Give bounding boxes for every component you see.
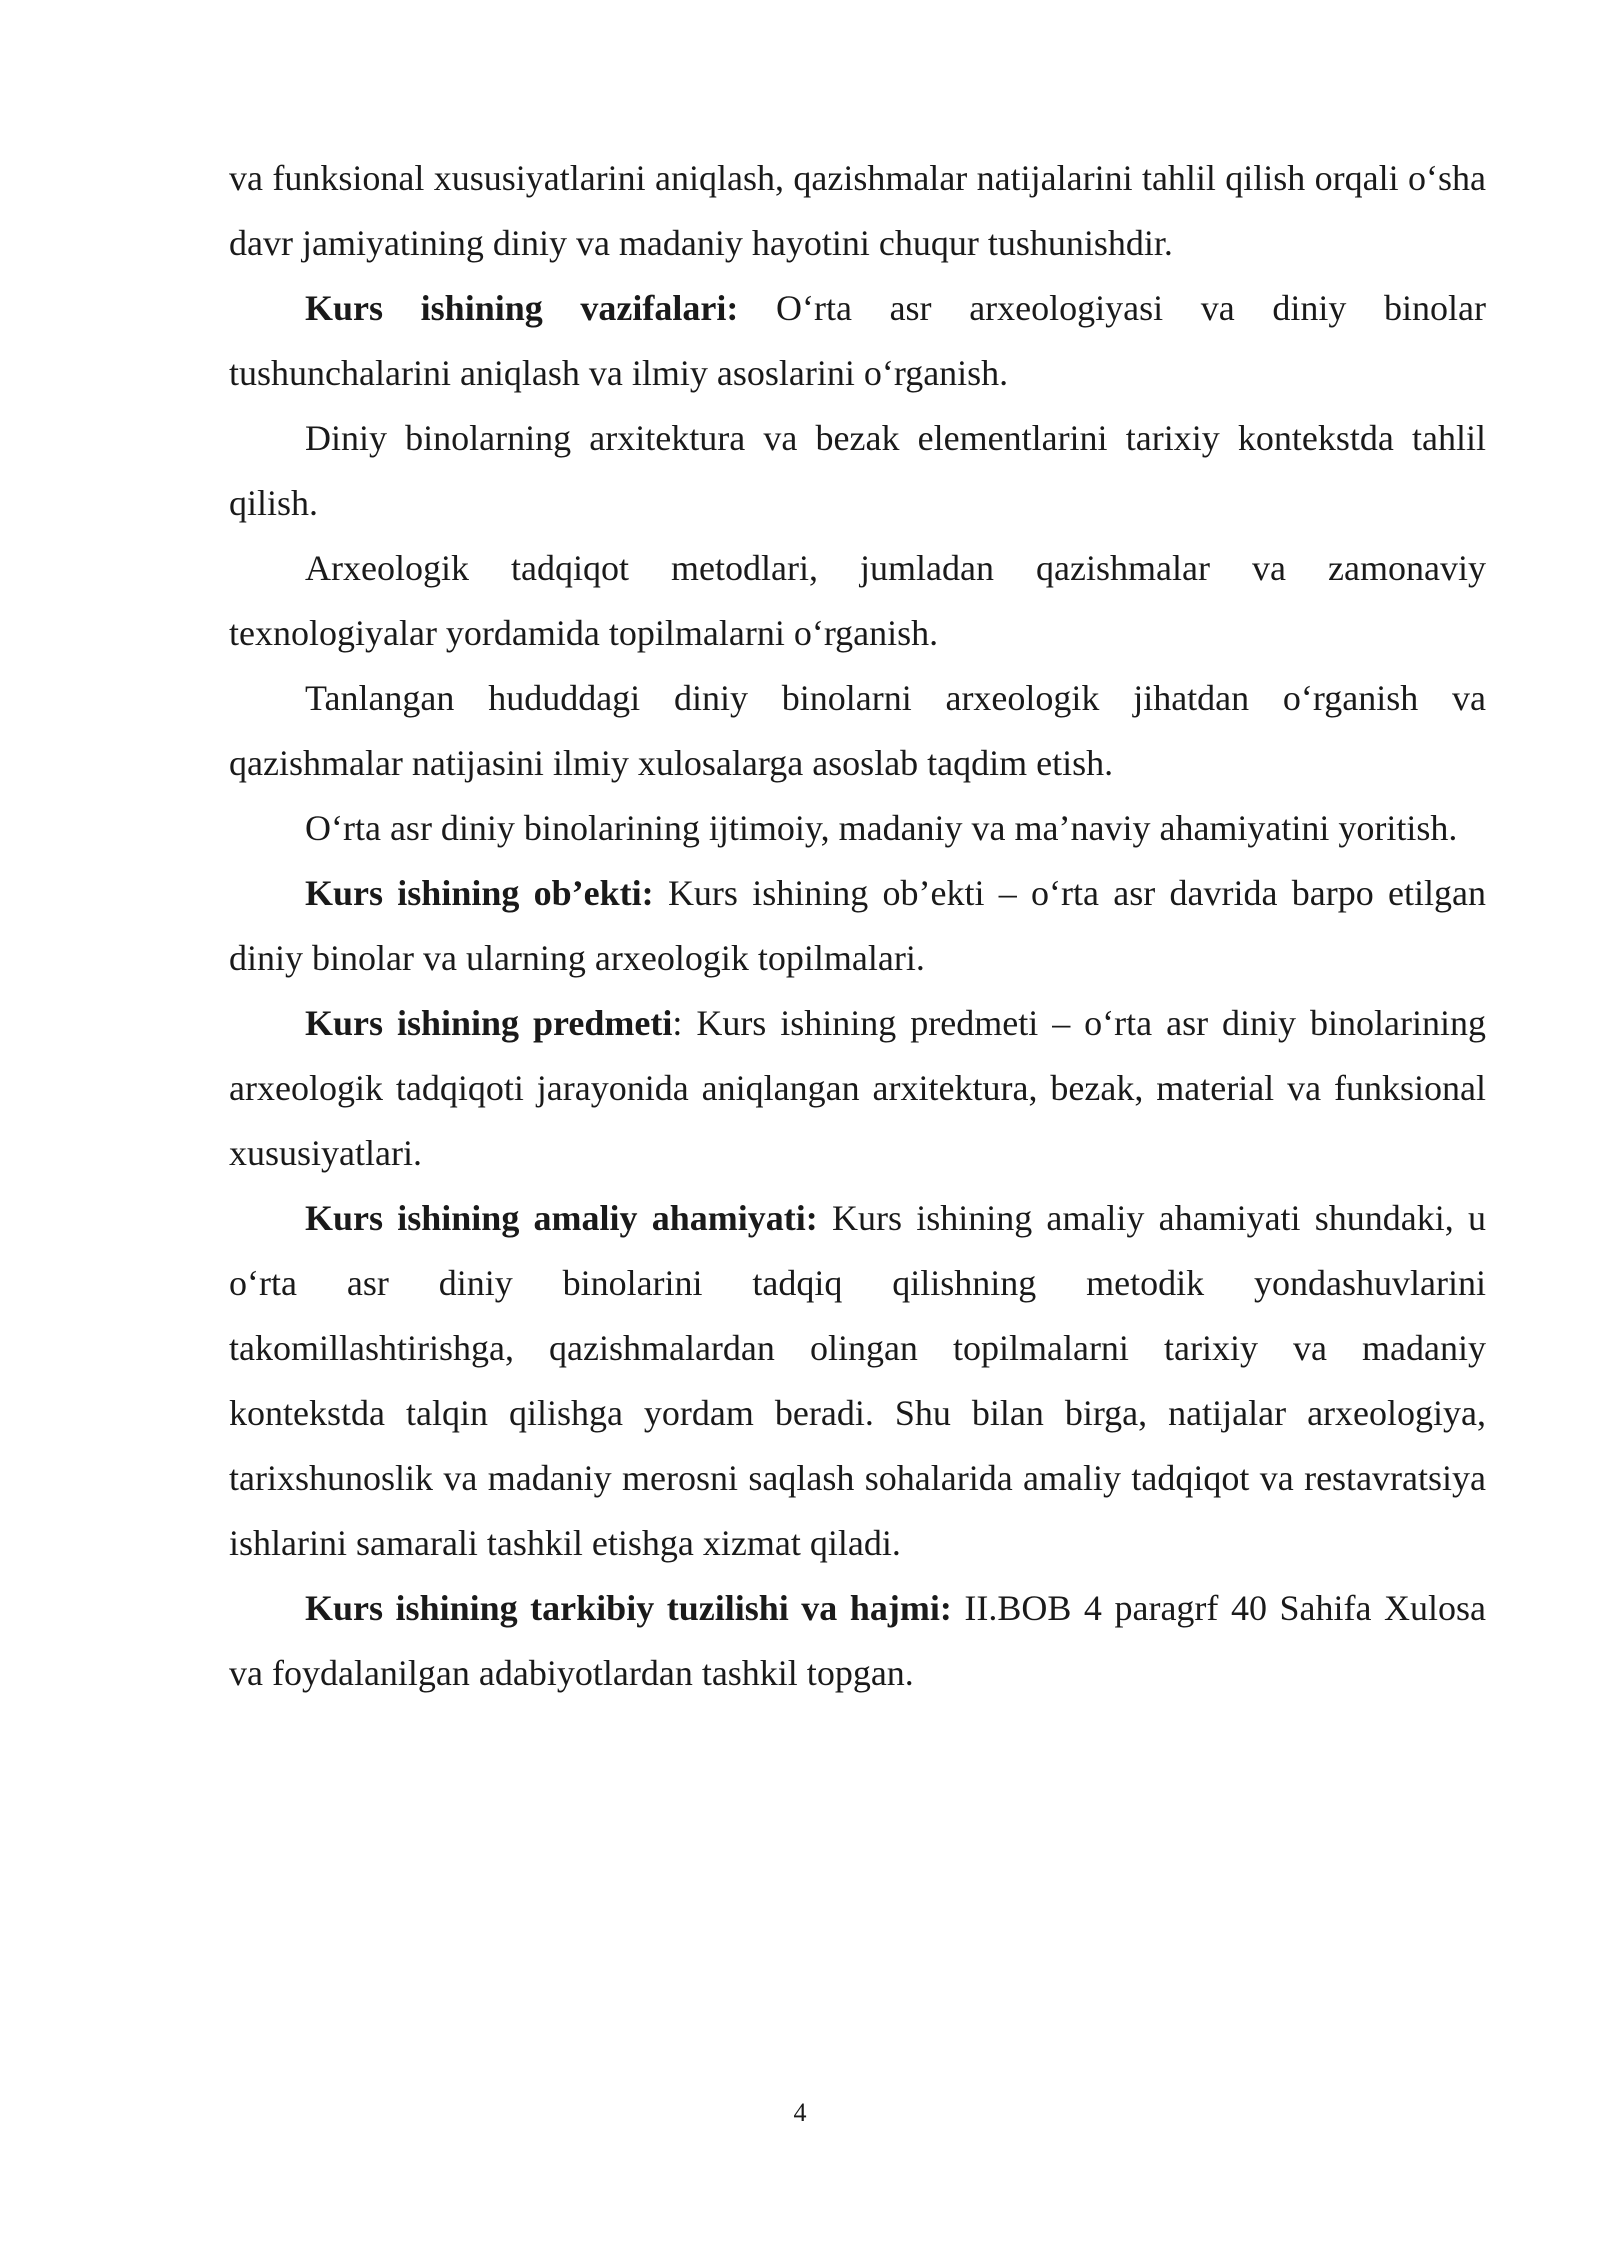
- paragraph-task-3: [229, 536, 1486, 666]
- paragraph-object: [229, 861, 1486, 991]
- paragraph-intro-continuation: [229, 146, 1486, 276]
- paragraph-tasks: [229, 276, 1486, 406]
- paragraph-label: Kurs ishining ob’ekti:: [305, 873, 654, 913]
- paragraph-label: Kurs ishining tarkibiy tuzilishi va hajmi:: [305, 1588, 952, 1628]
- paragraph-text: O‘rta asr arxeologiyasi va diniy binolar tushunchalarini aniqlash va ilmiy asoslarini o‘rganish.: [229, 288, 1487, 393]
- paragraph-label: Kurs ishining predmeti: [305, 1003, 673, 1043]
- paragraph-text: Kurs ishining amaliy ahamiyati shundaki, u o‘rta asr diniy binolarini tadqiq qilishning metodik yondashuvlarini takomillashtirishga, qazishmalardan olingan topilmalarni tarixiy va madaniy kontekstda talqin qilishga yordam beradi. Shu bilan birga, natijalar arxeologiya, tarixshunoslik va madaniy merosni saqlash sohalarida amaliy tadqiqot va restavratsiya ishlarini samarali tashkil etishga xizmat qiladi.: [229, 1198, 1486, 1563]
- paragraph-task-5: [229, 796, 1486, 861]
- paragraph-label: Kurs ishining vazifalari:: [305, 288, 739, 328]
- paragraph-text: : Kurs ishining predmeti – o‘rta asr diniy binolarining arxeologik tadqiqoti jarayonida aniqlangan arxitektura, bezak, material va funksional xususiyatlari.: [229, 1003, 1486, 1173]
- paragraph-text: va funksional xususiyatlarini aniqlash, qazishmalar natijalarini tahlil qilish orqali o‘sha davr jamiyatining diniy va madaniy hayotini chuqur tushunishdir.: [229, 158, 1486, 263]
- paragraph-text: Diniy binolarning arxitektura va bezak elementlarini tarixiy kontekstda tahlil qilish.: [229, 418, 1486, 523]
- paragraph-text: Tanlangan hududdagi diniy binolarni arxeologik jihatdan o‘rganish va qazishmalar natijasini ilmiy xulosalarga asoslab taqdim etish.: [229, 678, 1486, 783]
- paragraph-practical-value: [229, 1186, 1486, 1576]
- paragraph-structure: [229, 1576, 1486, 1706]
- paragraph-text: Kurs ishining ob’ekti – o‘rta asr davrida barpo etilgan diniy binolar va ularning arxeologik topilmalari.: [229, 873, 1486, 978]
- paragraph-text: II.BOB 4 paragrf 40 Sahifa Xulosa va foydalanilgan adabiyotlardan tashkil topgan.: [229, 1588, 1486, 1693]
- paragraph-text: O‘rta asr diniy binolarining ijtimoiy, madaniy va ma’naviy ahamiyatini yoritish.: [305, 808, 1458, 848]
- page-body: [229, 146, 1486, 1706]
- paragraph-task-2: [229, 406, 1486, 536]
- paragraph-text: Arxeologik tadqiqot metodlari, jumladan qazishmalar va zamonaviy texnologiyalar yordamida topilmalarni o‘rganish.: [229, 548, 1486, 653]
- paragraph-label: Kurs ishining amaliy ahamiyati:: [305, 1198, 818, 1238]
- paragraph-subject: [229, 991, 1486, 1186]
- page-number: 4: [793, 2098, 807, 2127]
- paragraph-task-4: [229, 666, 1486, 796]
